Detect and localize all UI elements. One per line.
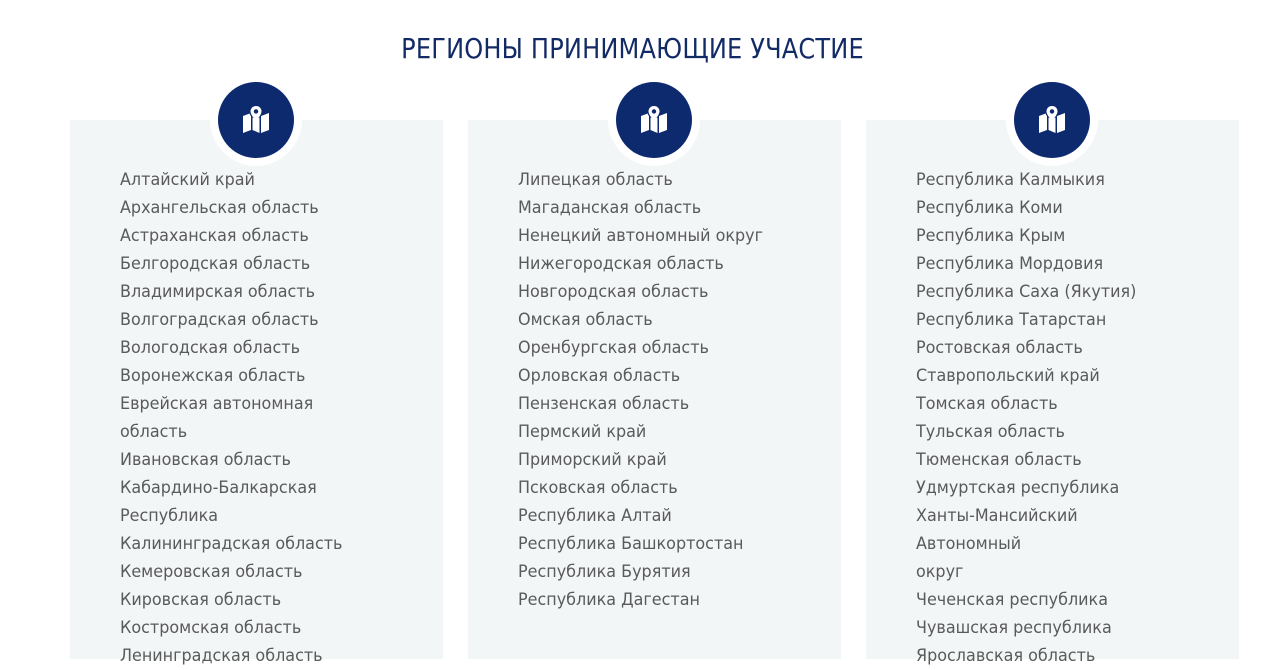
regions-column-3 — [866, 120, 1239, 666]
region-item: Республика Алтай — [518, 506, 672, 526]
region-item: Нижегородская область — [518, 254, 724, 274]
regions-column-2 — [468, 120, 841, 659]
region-item: Орловская область — [518, 366, 681, 386]
region-item: Владимирская область — [120, 282, 316, 302]
region-item: Республика Бурятия — [518, 562, 691, 582]
region-item: Чувашская республика — [916, 618, 1112, 638]
region-item: Чеченская республика — [916, 590, 1108, 610]
region-item: Ленинградская область — [120, 646, 323, 666]
region-item: Белгородская область — [120, 254, 311, 274]
region-item: округ — [916, 562, 964, 582]
region-item: Ярославская область — [916, 646, 1096, 666]
region-item: Республика Крым — [916, 226, 1066, 246]
icon-badge — [210, 74, 302, 166]
region-item: Республика — [120, 506, 219, 526]
region-item: Ханты-Мансийский Автономный — [916, 506, 1078, 554]
region-item: Еврейская автономная область — [120, 394, 314, 442]
region-item: Алтайский край — [120, 170, 255, 190]
region-item: Удмуртская республика — [916, 478, 1120, 498]
region-item: Тульская область — [916, 422, 1065, 442]
region-item: Вологодская область — [120, 338, 301, 358]
icon-circle — [218, 82, 294, 158]
region-item: Кабардино-Балкарская — [120, 478, 317, 498]
region-item: Новгородская область — [518, 282, 709, 302]
region-item: Кировская область — [120, 590, 282, 610]
region-item: Оренбургская область — [518, 338, 709, 358]
region-item: Тюменская область — [916, 450, 1082, 470]
region-item: Волгоградская область — [120, 310, 319, 330]
region-item: Воронежская область — [120, 366, 306, 386]
region-item: Ивановская область — [120, 450, 291, 470]
region-item: Ростовская область — [916, 338, 1083, 358]
map-location-icon — [638, 104, 670, 136]
region-list — [120, 166, 400, 670]
region-item: Псковская область — [518, 478, 678, 498]
page-title: РЕГИОНЫ ПРИНИМАЮЩИЕ УЧАСТИЕ — [401, 31, 864, 65]
region-item: Пермский край — [518, 422, 647, 442]
region-item: Республика Саха (Якутия) — [916, 282, 1137, 302]
map-location-icon — [1036, 104, 1068, 136]
region-item: Республика Коми — [916, 198, 1063, 218]
region-list — [518, 166, 798, 614]
region-item: Липецкая область — [518, 170, 673, 190]
icon-circle — [1014, 82, 1090, 158]
region-list — [916, 166, 1196, 670]
region-item: Томская область — [916, 394, 1058, 414]
region-item: Ненецкий автономный округ — [518, 226, 764, 246]
region-item: Костромская область — [120, 618, 302, 638]
region-item: Астраханская область — [120, 226, 309, 246]
region-item: Пензенская область — [518, 394, 690, 414]
region-item: Республика Калмыкия — [916, 170, 1105, 190]
region-item: Магаданская область — [518, 198, 702, 218]
region-item: Ставропольский край — [916, 366, 1100, 386]
region-item: Калининградская область — [120, 534, 343, 554]
region-item: Архангельская область — [120, 198, 319, 218]
icon-circle — [616, 82, 692, 158]
icon-badge — [608, 74, 700, 166]
region-item: Республика Дагестан — [518, 590, 700, 610]
icon-badge — [1006, 74, 1098, 166]
region-item: Приморский край — [518, 450, 667, 470]
region-item: Республика Мордовия — [916, 254, 1104, 274]
region-item: Кемеровская область — [120, 562, 303, 582]
regions-column-1 — [70, 120, 443, 666]
region-item: Республика Башкортостан — [518, 534, 744, 554]
map-location-icon — [240, 104, 272, 136]
region-item: Омская область — [518, 310, 653, 330]
region-item: Республика Татарстан — [916, 310, 1107, 330]
